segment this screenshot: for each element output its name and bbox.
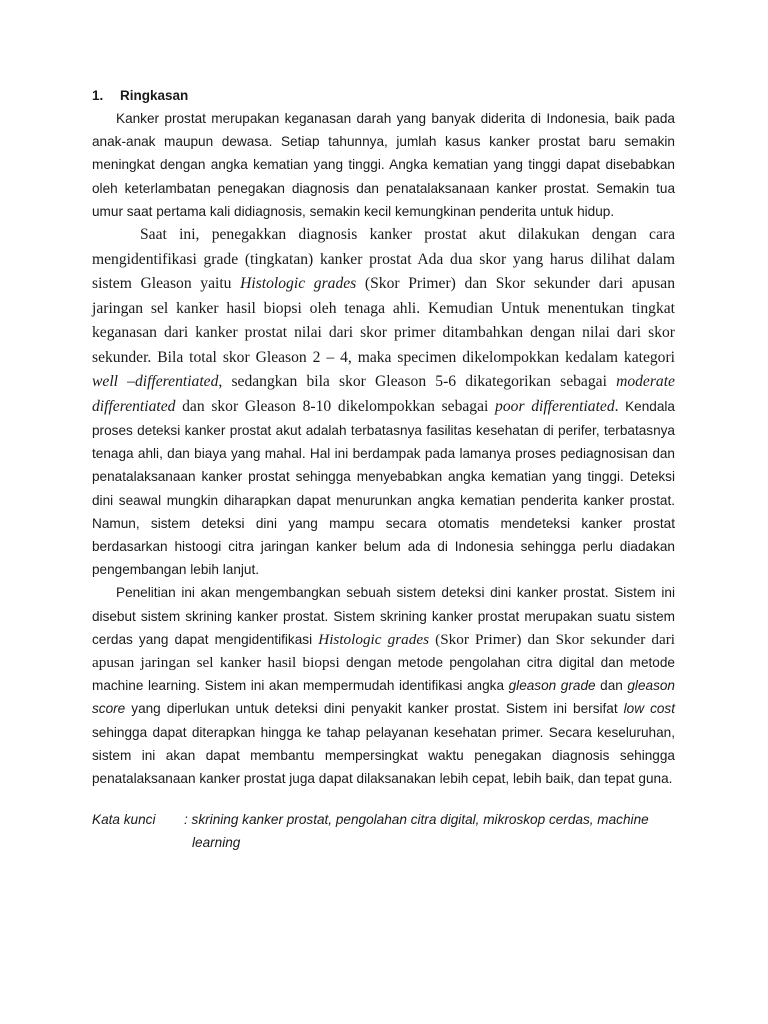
p3-italic-gleason-grade: gleason grade — [508, 678, 596, 694]
document-page — [92, 84, 675, 854]
paragraph-2 — [92, 223, 675, 581]
keywords-value: : skrining kanker prostat, pengolahan citra digital, mikroskop cerdas, machine learning — [184, 812, 649, 851]
paragraph-3 — [92, 581, 675, 790]
p3-italic-low-cost: low cost — [623, 701, 676, 717]
p3-italic-histologic: Histologic grades — [318, 630, 429, 648]
p3-text-5: yang diperlukan untuk deteksi dini penyakit kanker prostat. Sistem ini bersifat — [125, 701, 624, 717]
p2-serif-block — [92, 226, 675, 415]
p2-italic-poor: poor differentiated — [495, 397, 615, 415]
p3-text-2: (Skor Primer) dan Skor sekunder dari apusan jaringan sel kanker hasil biopsi — [92, 630, 676, 672]
p3-italic-gleason-score: gleason score — [92, 678, 675, 717]
keywords-row — [92, 808, 675, 854]
p2-italic-well: well –differentiated — [92, 373, 219, 391]
p3-text-3: dengan metode pengolahan citra digital dan metode machine learning. Sistem ini akan mempermudah identifikasi angka — [92, 655, 675, 694]
section-title: Ringkasan — [120, 88, 189, 103]
p3-text-4: dan — [595, 678, 628, 694]
p3-text-1: Penelitian ini akan mengembangkan sebuah sistem deteksi dini kanker prostat. Sistem ini disebut sistem skrining kanker prostat. Sistem skrining kanker prostat merupakan suatu sistem cerdas yang dapat mengidentifikasi — [92, 585, 675, 647]
p2-text-3: , sedangkan bila skor Gleason 5-6 dikategorikan sebagai — [218, 373, 617, 391]
section-heading — [92, 84, 675, 107]
p2-italic-moderate: moderate differentiated — [92, 373, 675, 415]
p2-text-1: Saat ini, penegakkan diagnosis kanker prostat akut dilakukan dengan cara mengidentifikasi grade (tingkatan) kanker prostat Ada dua skor yang harus dilihat dalam sistem Gleason yaitu — [92, 226, 675, 293]
p2-text-4: dan skor Gleason 8-10 dikelompokkan sebagai — [175, 397, 496, 415]
paragraph-1: Kanker prostat merupakan keganasan darah yang banyak diderita di Indonesia, baik pada anak-anak maupun dewasa. Setiap tahunnya, jumlah kasus kanker prostat baru semakin meningkat dengan angka kematian yang tinggi. Angka kematian yang tinggi dapat disebabkan oleh keterlambatan penegakan diagnosis dan penatalaksanaan kanker prostat. Semakin tua umur saat pertama kali didiagnosis, semakin kecil kemungkinan penderita untuk hidup. — [92, 111, 675, 219]
p3-text-6: sehingga dapat diterapkan hingga ke tahap pelayanan kesehatan primer. Secara keseluruhan, sistem ini akan dapat membantu mempersingkat waktu penegakan diagnosis sehingga penatalaksanaan kanker prostat juga dapat dilaksanakan lebih cepat, lebih baik, dan tepat guna. — [92, 724, 675, 787]
p2-text-5: . — [614, 397, 619, 415]
p2-text-2: (Skor Primer) dan Skor sekunder dari apusan jaringan sel kanker hasil biopsi oleh tenaga ahli. Kemudian Untuk menentukan tingkat keganasan dari kanker prostat nilai dari skor primer ditambahkan dengan nilai dari skor sekunder. Bila total skor Gleason 2 – 4, maka specimen dikelompokkan kedalam kategori — [92, 275, 675, 366]
section-number: 1. — [92, 88, 104, 103]
p2-italic-histologic: Histologic grades — [240, 275, 357, 293]
p2-text-6: Kendala proses deteksi kanker prostat akut adalah terbatasnya fasilitas kesehatan di perifer, terbatasnya tenaga ahli, dan biaya yang mahal. Hal ini berdampak pada lamanya proses pediagnosisan dan penatalaksanaan kanker prostat sehingga menyebabkan angka kematian yang tinggi. Deteksi dini seawal mungkin diharapkan dapat menurunkan angka kematian penderita kanker prostat. Namun, sistem deteksi dini yang mampu secara otomatis mendeteksi kanker prostat berdasarkan histoogi citra jaringan kanker belum ada di Indonesia sehingga perlu diadakan pengembangan lebih lanjut. — [92, 398, 675, 578]
keywords-label: Kata kunci — [92, 812, 156, 828]
